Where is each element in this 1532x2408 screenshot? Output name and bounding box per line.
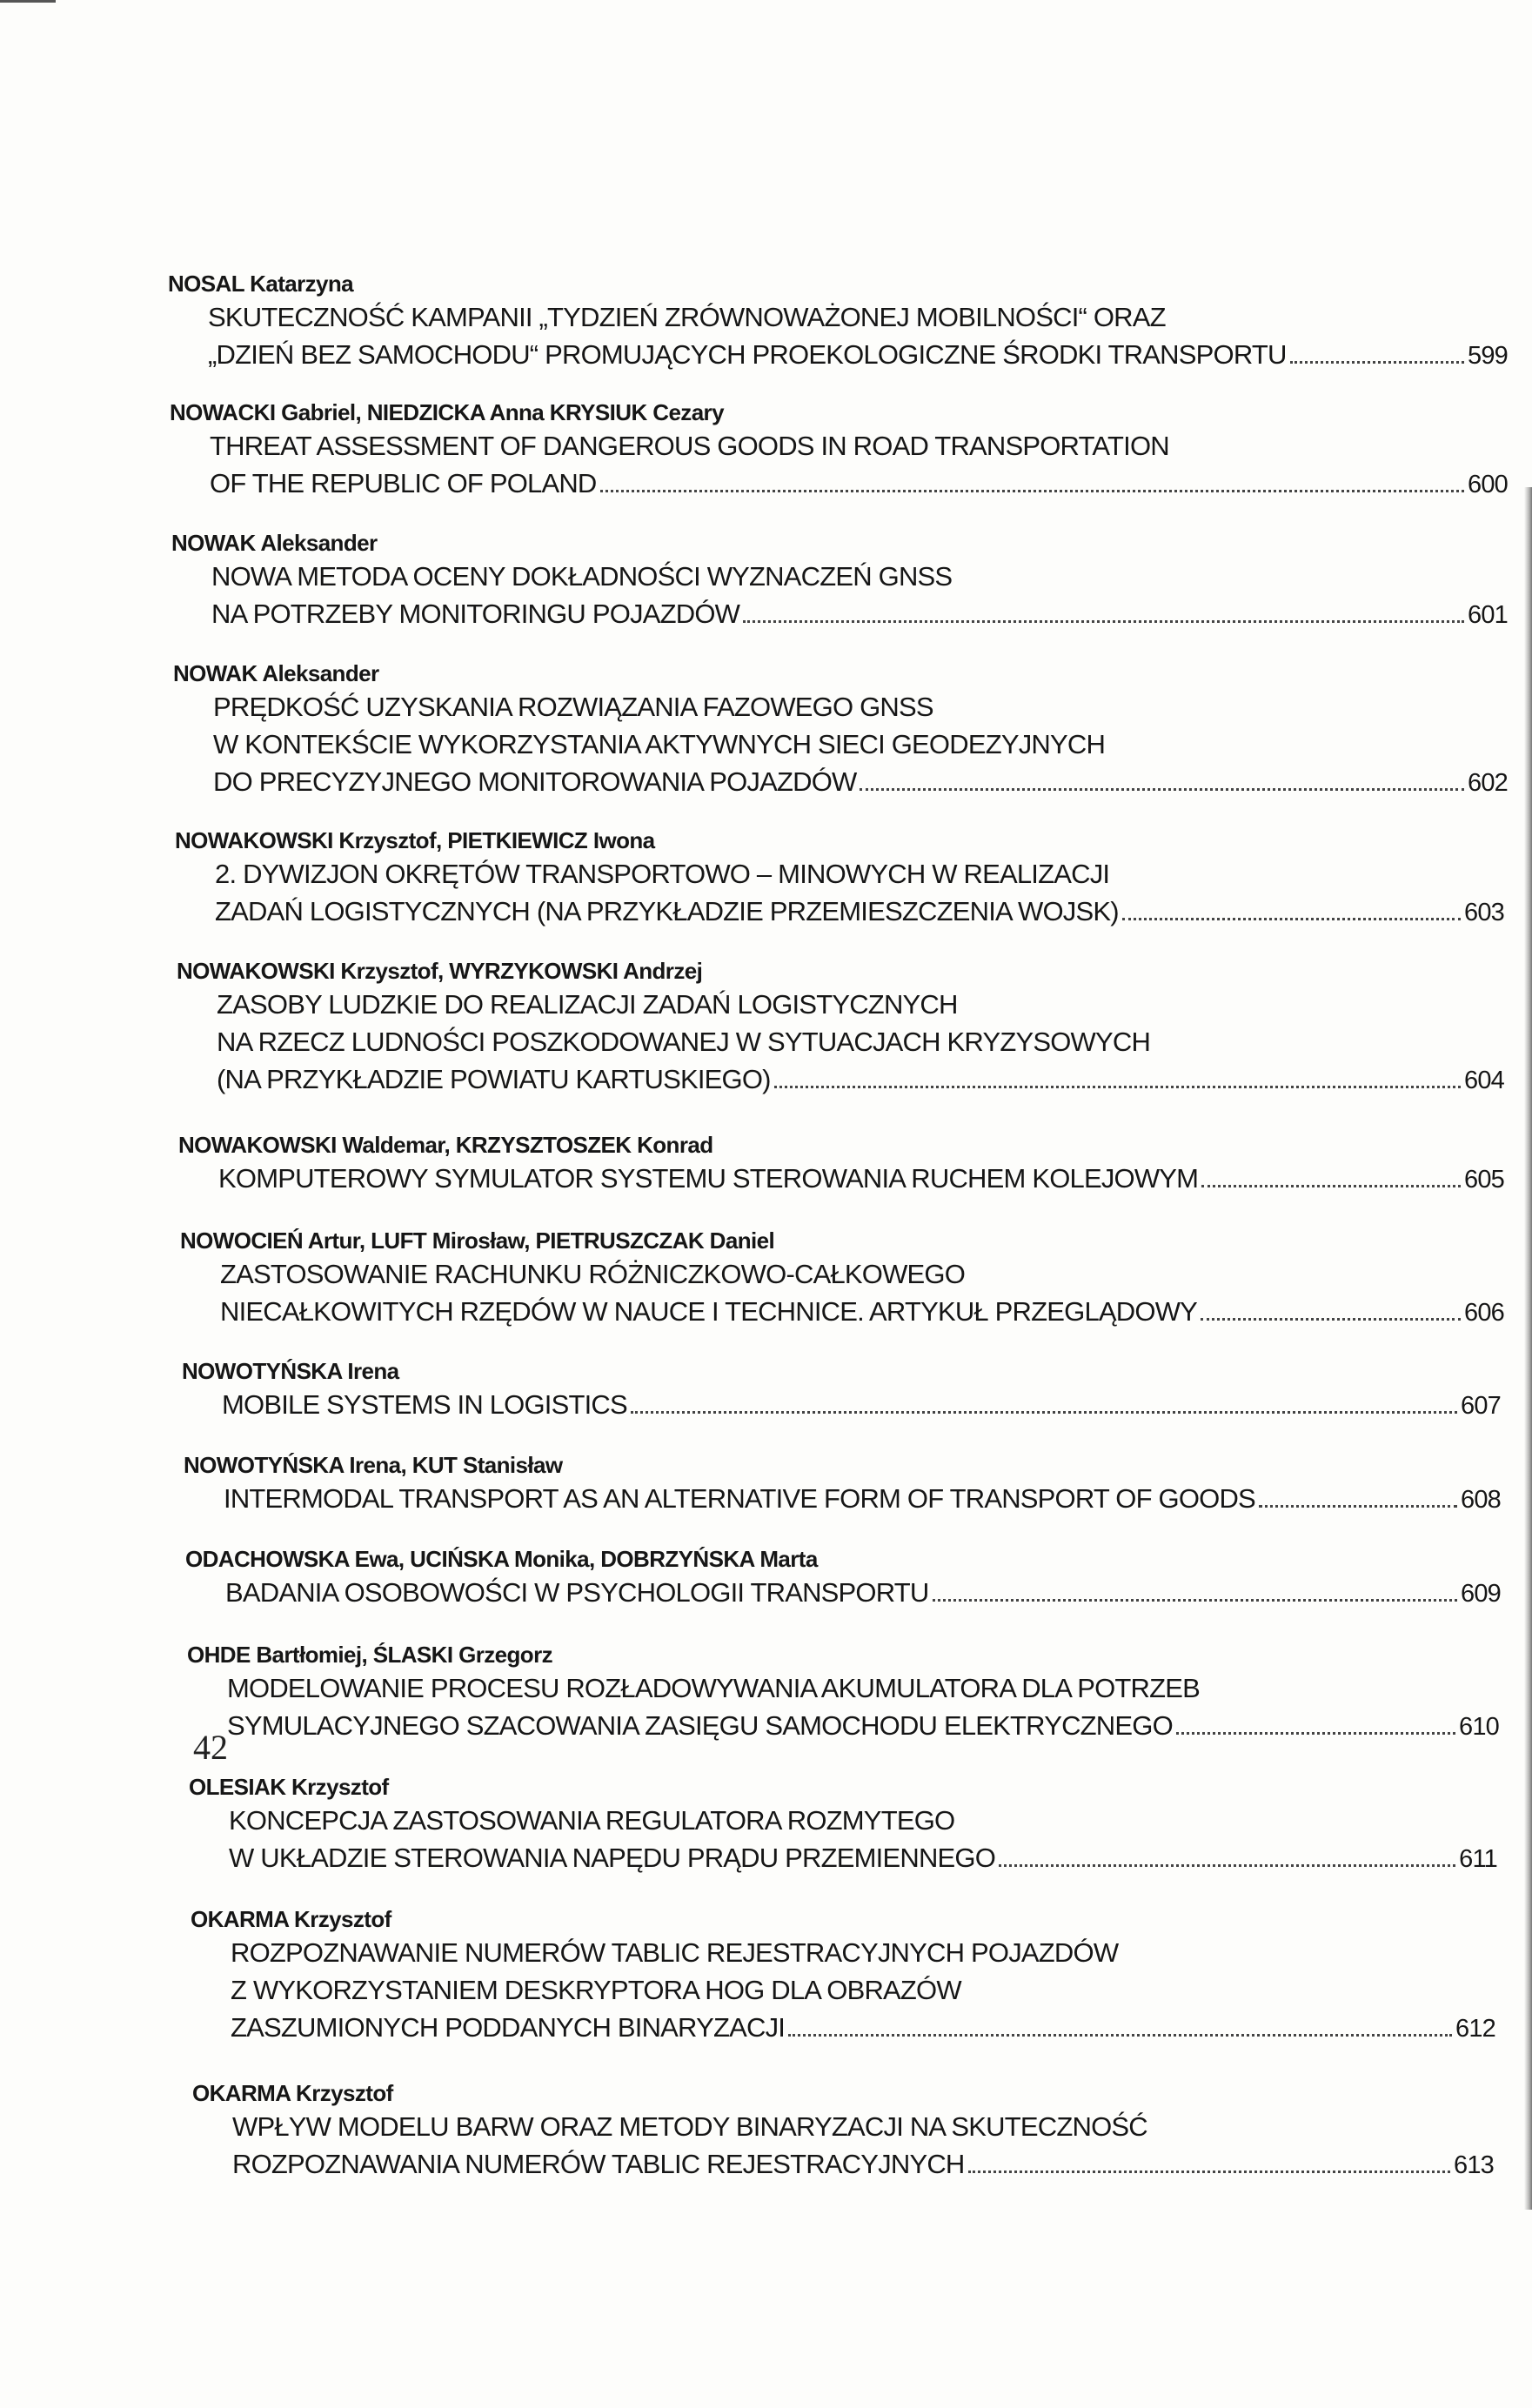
toc-entry bbox=[192, 2079, 1494, 2184]
toc-entry-authors: NOWAKOWSKI Waldemar, KRZYSZTOSZEK Konrad bbox=[178, 1132, 713, 1158]
dot-leader bbox=[743, 620, 1464, 623]
dot-leader bbox=[1259, 1505, 1457, 1508]
toc-entry-page-number: 607 bbox=[1461, 1392, 1501, 1420]
toc-entry-authors: NOWOTYŃSKA Irena bbox=[182, 1358, 399, 1384]
toc-entry bbox=[175, 826, 1504, 932]
toc-entry-authors: NOSAL Katarzyna bbox=[168, 271, 354, 297]
toc-entry-title-text: OF THE REPUBLIC OF POLAND bbox=[210, 468, 597, 498]
page-number: 42 bbox=[193, 1728, 228, 1767]
toc-entry bbox=[171, 529, 1508, 634]
toc-entry-title-last-line bbox=[170, 465, 1508, 504]
toc-entry-title-text: ZASZUMIONYCH PODDANYCH BINARYZACJI bbox=[231, 2012, 786, 2043]
dot-leader bbox=[631, 1411, 1457, 1414]
toc-entry-title-last-line bbox=[185, 1574, 1501, 1613]
toc-entry-page-number: 604 bbox=[1464, 1067, 1504, 1094]
toc-entry-title-text: ZADAŃ LOGISTYCZNYCH (NA PRZYKŁADZIE PRZEMIESZCZENIA WOJSK) bbox=[215, 896, 1119, 926]
toc-entry bbox=[184, 1451, 1501, 1519]
toc-entry-title-text: INTERMODAL TRANSPORT AS AN ALTERNATIVE FORM OF TRANSPORT OF GOODS bbox=[224, 1483, 1255, 1514]
toc-entry-title-line: THREAT ASSESSMENT OF DANGEROUS GOODS IN ROAD TRANSPORTATION bbox=[210, 431, 1169, 461]
toc-entry-page-number: 609 bbox=[1461, 1580, 1501, 1608]
toc-entry-page-number: 611 bbox=[1459, 1845, 1497, 1873]
toc-entry-title-last-line bbox=[168, 336, 1508, 375]
toc-entry-title-line: ZASOBY LUDZKIE DO REALIZACJI ZADAŃ LOGISTYCZNYCH bbox=[217, 989, 958, 1020]
dot-leader bbox=[1122, 918, 1461, 920]
toc-entry-title-last-line bbox=[173, 763, 1508, 802]
toc-entry-authors: OLESIAK Krzysztof bbox=[189, 1774, 389, 1800]
toc-entry-page-number: 603 bbox=[1464, 899, 1504, 926]
toc-entry bbox=[168, 270, 1508, 375]
toc-entry-title-last-line bbox=[180, 1293, 1504, 1332]
toc-entry-title-line: WPŁYW MODELU BARW ORAZ METODY BINARYZACJI NA SKUTECZNOŚĆ bbox=[232, 2111, 1147, 2142]
toc-entry-title-line: PRĘDKOŚĆ UZYSKANIA ROZWIĄZANIA FAZOWEGO GNSS bbox=[213, 692, 933, 722]
toc-entry-title-last-line bbox=[187, 1707, 1499, 1746]
dot-leader bbox=[788, 2034, 1452, 2037]
toc-entry bbox=[187, 1641, 1499, 1746]
toc-entry-title-line: MODELOWANIE PROCESU ROZŁADOWYWANIA AKUMULATORA DLA POTRZEB bbox=[227, 1673, 1201, 1703]
toc-entry-page-number: 606 bbox=[1464, 1299, 1504, 1327]
toc-entry-title-text: DO PRECYZYJNEGO MONITOROWANIA POJAZDÓW bbox=[213, 766, 857, 797]
toc-entry bbox=[191, 1905, 1495, 2048]
toc-entry-title-text: MOBILE SYSTEMS IN LOGISTICS bbox=[222, 1389, 627, 1420]
toc-entry-authors: ODACHOWSKA Ewa, UCIŃSKA Monika, DOBRZYŃSKA Marta bbox=[185, 1546, 818, 1572]
toc-entry-page-number: 608 bbox=[1461, 1486, 1501, 1514]
toc-entry-title-text: W UKŁADZIE STEROWANIA NAPĘDU PRĄDU PRZEMIENNEGO bbox=[229, 1843, 996, 1873]
toc-entry-page-number: 599 bbox=[1468, 342, 1508, 370]
toc-entry-title-text: NIECAŁKOWITYCH RZĘDÓW W NAUCE I TECHNICE. ARTYKUŁ PRZEGLĄDOWY bbox=[220, 1296, 1198, 1327]
scan-corner-mark bbox=[0, 0, 56, 3]
toc-entry-authors: NOWAKOWSKI Krzysztof, PIETKIEWICZ Iwona bbox=[175, 827, 655, 853]
toc-entry-title-last-line bbox=[175, 893, 1504, 932]
toc-entry-page-number: 602 bbox=[1468, 769, 1508, 797]
toc-entry-title-line: NOWA METODA OCENY DOKŁADNOŚCI WYZNACZEŃ GNSS bbox=[211, 561, 953, 592]
toc-entry-title-last-line bbox=[182, 1386, 1501, 1425]
toc-entry-title-last-line bbox=[177, 1060, 1504, 1100]
dot-leader bbox=[774, 1086, 1461, 1088]
dot-leader bbox=[600, 490, 1464, 492]
toc-entry bbox=[189, 1773, 1497, 1878]
toc-entry-authors: NOWACKI Gabriel, NIEDZICKA Anna KRYSIUK Cezary bbox=[170, 399, 724, 425]
toc-entry bbox=[178, 1131, 1504, 1199]
toc-entry-title-line: 2. DYWIZJON OKRĘTÓW TRANSPORTOWO – MINOWYCH W REALIZACJI bbox=[215, 859, 1110, 889]
toc-entry-title-last-line bbox=[171, 595, 1508, 634]
toc-entry-title-text: BADANIA OSOBOWOŚCI W PSYCHOLOGII TRANSPORTU bbox=[225, 1577, 929, 1608]
dot-leader bbox=[1290, 361, 1464, 364]
toc-entry-title-last-line bbox=[192, 2145, 1494, 2184]
toc-entry-authors: OKARMA Krzysztof bbox=[192, 2080, 393, 2106]
toc-entry-page-number: 612 bbox=[1455, 2015, 1495, 2043]
toc-entry-title-last-line bbox=[184, 1480, 1501, 1519]
dot-leader bbox=[999, 1864, 1455, 1867]
toc-entry-page-number: 600 bbox=[1468, 471, 1508, 498]
toc-entry-title-text: KOMPUTEROWY SYMULATOR SYSTEMU STEROWANIA RUCHEM KOLEJOWYM bbox=[218, 1163, 1199, 1194]
toc-entry bbox=[170, 398, 1508, 504]
toc-entry-title-text: SYMULACYJNEGO SZACOWANIA ZASIĘGU SAMOCHODU ELEKTRYCZNEGO bbox=[227, 1710, 1173, 1741]
toc-entry-title-line: ROZPOZNAWANIE NUMERÓW TABLIC REJESTRACYJNYCH POJAZDÓW bbox=[231, 1937, 1119, 1968]
toc-entry-title-line: KONCEPCJA ZASTOSOWANIA REGULATORA ROZMYTEGO bbox=[229, 1805, 955, 1836]
toc-entry bbox=[173, 659, 1508, 802]
toc-entry bbox=[177, 957, 1504, 1100]
dot-leader bbox=[860, 788, 1464, 791]
dot-leader bbox=[1176, 1732, 1455, 1735]
toc-entry bbox=[185, 1545, 1501, 1613]
toc-entry-title-text: „DZIEŃ BEZ SAMOCHODU“ PROMUJĄCYCH PROEKOLOGICZNE ŚRODKI TRANSPORTU bbox=[208, 339, 1287, 370]
toc-entry bbox=[182, 1357, 1501, 1425]
toc-entry-title-text: ROZPOZNAWANIA NUMERÓW TABLIC REJESTRACYJNYCH bbox=[232, 2149, 965, 2179]
toc-entry-page-number: 605 bbox=[1464, 1166, 1504, 1194]
toc-entry-page-number: 613 bbox=[1454, 2151, 1494, 2179]
dot-leader bbox=[933, 1599, 1458, 1602]
toc-entry-authors: OKARMA Krzysztof bbox=[191, 1906, 391, 1932]
toc-entry-authors: NOWOTYŃSKA Irena, KUT Stanisław bbox=[184, 1452, 563, 1478]
toc-entry-title-line: ZASTOSOWANIE RACHUNKU RÓŻNICZKOWO-CAŁKOWEGO bbox=[220, 1259, 966, 1289]
dot-leader bbox=[1201, 1185, 1461, 1187]
toc-entry-title-last-line bbox=[189, 1839, 1497, 1878]
toc-entry-page-number: 601 bbox=[1468, 601, 1508, 629]
scan-page-edge-shadow bbox=[1524, 487, 1532, 2210]
toc-entry-title-line: W KONTEKŚCIE WYKORZYSTANIA AKTYWNYCH SIECI GEODEZYJNYCH bbox=[213, 729, 1106, 759]
toc-entry-title-line: SKUTECZNOŚĆ KAMPANII „TYDZIEŃ ZRÓWNOWAŻONEJ MOBILNOŚCI“ ORAZ bbox=[208, 302, 1166, 332]
toc-entry bbox=[180, 1227, 1504, 1332]
toc-entry-title-line: NA RZECZ LUDNOŚCI POSZKODOWANEJ W SYTUACJACH KRYZYSOWYCH bbox=[217, 1027, 1151, 1057]
toc-entry-title-text: (NA PRZYKŁADZIE POWIATU KARTUSKIEGO) bbox=[217, 1064, 771, 1094]
dot-leader bbox=[968, 2171, 1451, 2173]
toc-entry-authors: NOWAK Aleksander bbox=[171, 530, 378, 556]
toc-entry-authors: NOWAKOWSKI Krzysztof, WYRZYKOWSKI Andrzej bbox=[177, 958, 703, 984]
dot-leader bbox=[1201, 1318, 1461, 1321]
toc-entry-authors: NOWOCIEŃ Artur, LUFT Mirosław, PIETRUSZCZAK Daniel bbox=[180, 1227, 775, 1254]
toc-entry-title-last-line bbox=[178, 1160, 1504, 1199]
toc-entry-title-text: NA POTRZEBY MONITORINGU POJAZDÓW bbox=[211, 599, 740, 629]
toc-entry-title-last-line bbox=[191, 2009, 1495, 2048]
toc-entry-authors: OHDE Bartłomiej, ŚLASKI Grzegorz bbox=[187, 1642, 552, 1668]
toc-entry-page-number: 610 bbox=[1459, 1713, 1499, 1741]
toc-entry-authors: NOWAK Aleksander bbox=[173, 660, 379, 686]
toc-entry-title-line: Z WYKORZYSTANIEM DESKRYPTORA HOG DLA OBRAZÓW bbox=[231, 1975, 961, 2005]
